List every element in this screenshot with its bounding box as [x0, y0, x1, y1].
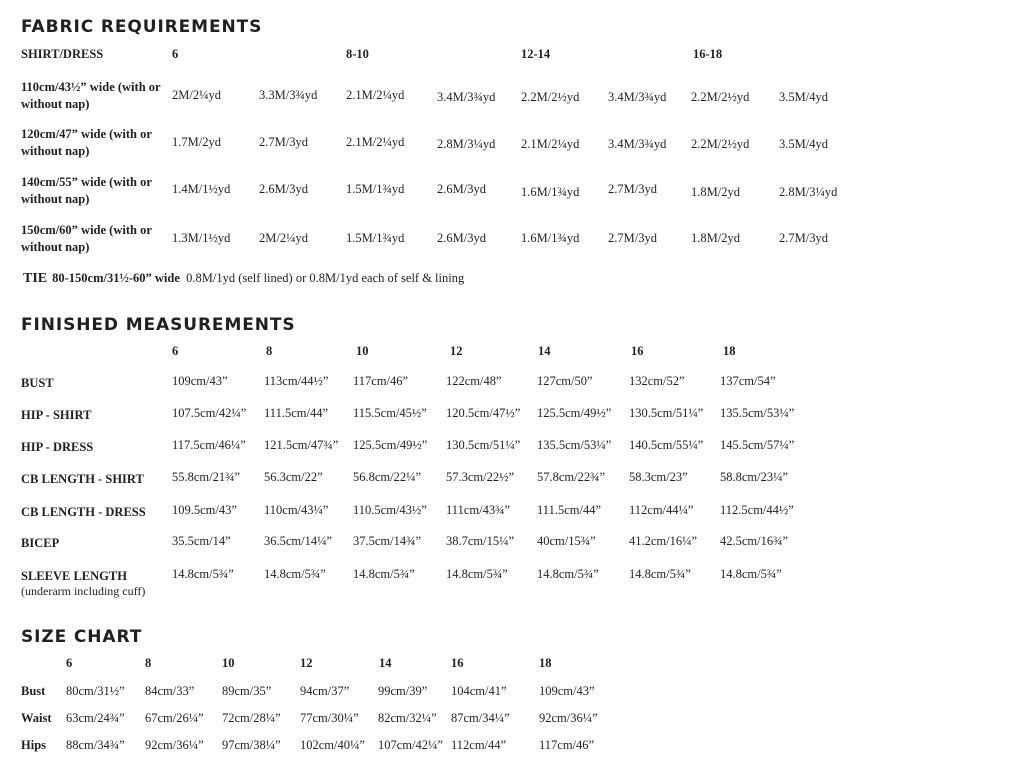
finished-cell: 140.5cm/55¼”: [629, 438, 704, 452]
finished-cell: 57.3cm/22½”: [446, 470, 515, 484]
finished-measurements-title: FINISHED MEASUREMENTS: [21, 315, 296, 335]
size-chart-cell: 104cm/41”: [451, 684, 507, 698]
finished-cell: 58.3cm/23”: [629, 470, 688, 484]
fabric-cell: 1.5M/1¾yd: [346, 182, 405, 196]
fabric-cell: 3.4M/3¾yd: [608, 90, 667, 104]
fabric-cell: 2.2M/2½yd: [691, 137, 750, 151]
finished-cell: 130.5cm/51¼”: [629, 406, 704, 420]
finished-row-label-text: SLEEVE LENGTH: [21, 569, 127, 583]
size-chart-row-label: Bust: [21, 684, 46, 698]
tie-label: TIE: [23, 271, 48, 286]
fabric-requirements-title: FABRIC REQUIREMENTS: [21, 17, 263, 37]
finished-cell: 132cm/52”: [629, 374, 685, 388]
size-chart-size-header: 12: [300, 656, 313, 670]
finished-cell: 56.8cm/22¼”: [353, 470, 422, 484]
finished-row-label: [21, 439, 93, 456]
size-chart-cell: 92cm/36¼”: [539, 711, 598, 725]
fabric-cell: 2.2M/2½yd: [691, 90, 750, 104]
fabric-cell: 3.5M/4yd: [779, 137, 828, 151]
fabric-cell: 2.2M/2½yd: [521, 90, 580, 104]
fabric-cell: 1.7M/2yd: [172, 135, 221, 149]
size-chart-cell: 82cm/32¼”: [378, 711, 437, 725]
finished-cell: 37.5cm/14¾”: [353, 534, 422, 548]
finished-row-label-text: CB LENGTH - DRESS: [21, 505, 146, 519]
fabric-cell: 2.1M/2¼yd: [346, 88, 405, 102]
finished-cell: 127cm/50”: [537, 374, 593, 388]
finished-row-label-text: BICEP: [21, 536, 60, 550]
size-chart-cell: 67cm/26¼”: [145, 711, 204, 725]
finished-row-label-text: HIP - SHIRT: [21, 408, 92, 422]
size-chart-cell: 112cm/44”: [451, 738, 507, 752]
finished-row-label-text: HIP - DRESS: [21, 440, 94, 454]
fabric-cell: 3.3M/3¾yd: [259, 88, 318, 102]
size-chart-cell: 102cm/40¼”: [300, 738, 365, 752]
finished-cell: 110.5cm/43½”: [353, 503, 427, 517]
fabric-cell: 2.1M/2¼yd: [346, 135, 405, 149]
finished-cell: 117cm/46”: [353, 374, 409, 388]
fabric-cell: 2M/2¼yd: [259, 231, 308, 245]
fabric-cell: 2.6M/3yd: [437, 231, 486, 245]
finished-row-label: [21, 535, 59, 552]
finished-size-header: 10: [356, 344, 369, 358]
size-chart-cell: 107cm/42¼”: [378, 738, 443, 752]
finished-size-header: 14: [538, 344, 551, 358]
size-chart-cell: 97cm/38¼”: [222, 738, 281, 752]
size-chart-cell: 84cm/33”: [145, 684, 195, 698]
finished-cell: 110cm/43¼”: [264, 503, 329, 517]
size-chart-cell: 88cm/34¾”: [66, 738, 125, 752]
finished-cell: 58.8cm/23¼”: [720, 470, 789, 484]
size-chart-size-header: 18: [539, 656, 552, 670]
size-chart-cell: 89cm/35”: [222, 684, 272, 698]
fabric-cell: 2.6M/3yd: [437, 182, 486, 196]
fabric-row-label: 110cm/43½” wide (with or without nap): [21, 80, 161, 111]
fabric-cell: 2.8M/3¼yd: [779, 185, 838, 199]
fabric-size-header: 6: [172, 47, 179, 61]
finished-row-label: [21, 568, 145, 598]
size-chart-cell: 63cm/24¾”: [66, 711, 125, 725]
finished-size-header: 6: [172, 344, 179, 358]
fabric-cell: 3.5M/4yd: [779, 90, 828, 104]
finished-cell: 57.8cm/22¾”: [537, 470, 606, 484]
fabric-cell: 1.4M/1½yd: [172, 182, 231, 196]
fabric-row-label: 120cm/47” wide (with or without nap): [21, 127, 152, 158]
finished-row-label: [21, 504, 146, 521]
fabric-cell: 3.4M/3¾yd: [608, 137, 667, 151]
finished-cell: 111.5cm/44”: [264, 406, 328, 420]
fabric-cell: 1.8M/2yd: [691, 231, 740, 245]
fabric-size-header: 12-14: [521, 47, 551, 61]
finished-cell: 42.5cm/16¾”: [720, 534, 789, 548]
size-chart-size-header: 16: [451, 656, 464, 670]
fabric-cell: 2.6M/3yd: [259, 182, 308, 196]
size-chart-cell: 94cm/37”: [300, 684, 350, 698]
finished-size-header: 16: [631, 344, 644, 358]
finished-cell: 14.8cm/5¾”: [537, 567, 599, 581]
size-chart-size-header: 8: [145, 656, 152, 670]
finished-cell: 112cm/44¼”: [629, 503, 694, 517]
size-chart-cell: 109cm/43”: [539, 684, 595, 698]
size-chart-size-header: 14: [379, 656, 392, 670]
fabric-cell: 1.6M/1¾yd: [521, 185, 580, 199]
finished-cell: 121.5cm/47¾”: [264, 438, 339, 452]
size-chart-cell: 80cm/31½”: [66, 684, 125, 698]
finished-cell: 111.5cm/44”: [537, 503, 601, 517]
fabric-cell: 2.7M/3yd: [259, 135, 308, 149]
size-chart-size-header: 6: [66, 656, 73, 670]
finished-cell: 14.8cm/5¾”: [446, 567, 508, 581]
size-chart-cell: 87cm/34¼”: [451, 711, 510, 725]
size-chart-row-label: Hips: [21, 738, 47, 752]
finished-cell: 115.5cm/45½”: [353, 406, 427, 420]
finished-row-sublabel: (underarm including cuff): [21, 584, 146, 598]
finished-cell: 14.8cm/5¾”: [720, 567, 782, 581]
finished-cell: 109.5cm/43”: [172, 503, 237, 517]
finished-cell: 130.5cm/51¼”: [446, 438, 521, 452]
fabric-cell: 1.3M/1½yd: [172, 231, 231, 245]
finished-cell: 14.8cm/5¾”: [172, 567, 234, 581]
finished-cell: 137cm/54”: [720, 374, 776, 388]
finished-cell: 122cm/48”: [446, 374, 502, 388]
finished-cell: 38.7cm/15¼”: [446, 534, 515, 548]
fabric-row-label: 140cm/55” wide (with or without nap): [21, 175, 152, 206]
finished-size-header: 12: [450, 344, 463, 358]
fabric-cell: 1.8M/2yd: [691, 185, 740, 199]
finished-cell: 41.2cm/16¼”: [629, 534, 698, 548]
finished-cell: 135.5cm/53¼”: [720, 406, 795, 420]
finished-row-label: [21, 407, 91, 424]
tie-text: 0.8M/1yd (self lined) or 0.8M/1yd each of self & lining: [186, 271, 465, 285]
finished-row-label: [21, 471, 144, 488]
fabric-size-header: 16-18: [693, 47, 723, 61]
finished-cell: 14.8cm/5¾”: [264, 567, 326, 581]
finished-cell: 125.5cm/49½”: [537, 406, 612, 420]
fabric-cell: 2.7M/3yd: [608, 182, 657, 196]
finished-cell: 111cm/43¾”: [446, 503, 510, 517]
size-chart-row-label: Waist: [21, 711, 52, 725]
finished-cell: 113cm/44½”: [264, 374, 329, 388]
size-chart-size-header: 10: [222, 656, 235, 670]
fabric-cell: 2.8M/3¼yd: [437, 137, 496, 151]
fabric-cell: 2.1M/2¼yd: [521, 137, 580, 151]
finished-row-label-text: BUST: [21, 376, 54, 390]
size-chart-cell: 92cm/36¼”: [145, 738, 204, 752]
finished-cell: 109cm/43”: [172, 374, 228, 388]
fabric-cell: 2.7M/3yd: [779, 231, 828, 245]
fabric-cell: 1.5M/1¾yd: [346, 231, 405, 245]
finished-cell: 56.3cm/22”: [264, 470, 323, 484]
finished-cell: 117.5cm/46¼”: [172, 438, 246, 452]
finished-row-label-text: CB LENGTH - SHIRT: [21, 472, 144, 486]
size-chart-title: SIZE CHART: [21, 627, 143, 647]
finished-cell: 145.5cm/57¼”: [720, 438, 795, 452]
fabric-row-label: 150cm/60” wide (with or without nap): [21, 223, 152, 254]
finished-cell: 125.5cm/49½”: [353, 438, 428, 452]
fabric-cell: 2.7M/3yd: [608, 231, 657, 245]
finished-cell: 40cm/15¾”: [537, 534, 596, 548]
finished-cell: 107.5cm/42¼”: [172, 406, 247, 420]
finished-row-label: [21, 375, 54, 392]
finished-cell: 120.5cm/47½”: [446, 406, 521, 420]
size-chart-cell: 117cm/46”: [539, 738, 595, 752]
finished-cell: 135.5cm/53¼”: [537, 438, 612, 452]
fabric-header-label: SHIRT/DRESS: [21, 47, 104, 61]
size-chart-cell: 99cm/39”: [378, 684, 428, 698]
fabric-cell: 2M/2¼yd: [172, 88, 221, 102]
finished-cell: 112.5cm/44½”: [720, 503, 794, 517]
finished-size-header: 18: [723, 344, 736, 358]
finished-cell: 14.8cm/5¾”: [629, 567, 691, 581]
finished-cell: 55.8cm/21¾”: [172, 470, 241, 484]
fabric-size-header: 8-10: [346, 47, 369, 61]
tie-width: 80-150cm/31½-60” wide: [52, 271, 180, 285]
finished-size-header: 8: [266, 344, 273, 358]
fabric-cell: 3.4M/3¾yd: [437, 90, 496, 104]
finished-cell: 14.8cm/5¾”: [353, 567, 415, 581]
fabric-cell: 1.6M/1¾yd: [521, 231, 580, 245]
finished-cell: 35.5cm/14”: [172, 534, 231, 548]
size-chart-cell: 72cm/28¼”: [222, 711, 281, 725]
finished-cell: 36.5cm/14¼”: [264, 534, 333, 548]
tie-line: [23, 271, 464, 287]
size-chart-cell: 77cm/30¼”: [300, 711, 359, 725]
